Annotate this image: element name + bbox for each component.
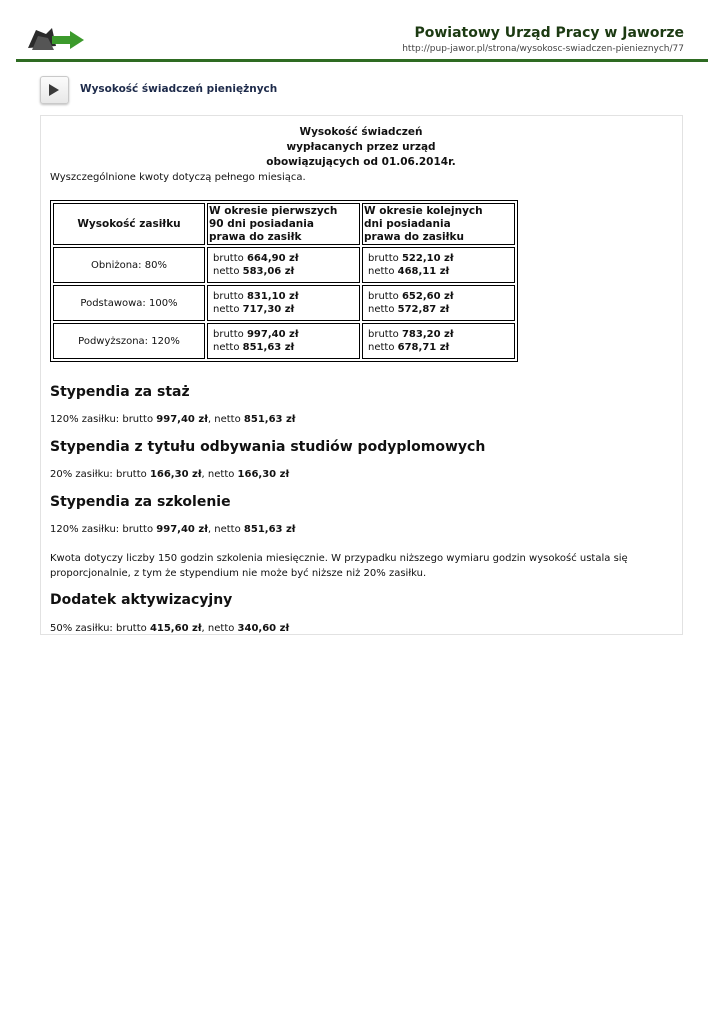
section-heading-postgraduate: Stypendia z tytułu odbywania studiów podyplomowych <box>50 439 486 455</box>
table-row <box>53 285 515 321</box>
table-row <box>53 323 515 359</box>
title-line-1: Wysokość świadczeń <box>299 126 423 138</box>
next-period-values: brutto 522,10 zł netto 468,11 zł <box>362 247 515 283</box>
row-label: Obniżona: 80% <box>53 247 205 283</box>
content-body <box>50 125 672 634</box>
header-first-period: W okresie pierwszych 90 dni posiadania prawa do zasiłk <box>207 203 360 245</box>
first-period-values: brutto 664,90 zł netto 583,06 zł <box>207 247 360 283</box>
postgraduate-amounts: 20% zasiłku: brutto 166,30 zł, netto 166,30 zł <box>50 469 290 480</box>
content-panel <box>40 115 683 635</box>
table-row <box>53 247 515 283</box>
play-arrow-icon <box>48 84 60 96</box>
first-period-values: brutto 997,40 zł netto 851,63 zł <box>207 323 360 359</box>
header-amount: Wysokość zasiłku <box>53 203 205 245</box>
first-period-values: brutto 831,10 zł netto 717,30 zł <box>207 285 360 321</box>
breadcrumb-label: Wysokość świadczeń pieniężnych <box>80 83 278 95</box>
table-header-row <box>53 203 515 245</box>
arrow-button[interactable] <box>40 76 69 104</box>
benefits-table <box>50 200 518 362</box>
activation-amounts: 50% zasiłku: brutto 415,60 zł, netto 340,60 zł <box>50 623 290 634</box>
next-period-values: brutto 783,20 zł netto 678,71 zł <box>362 323 515 359</box>
site-title: Powiatowy Urząd Pracy w Jaworze <box>414 25 684 41</box>
section-heading-training: Stypendia za szkolenie <box>50 494 231 510</box>
row-label: Podwyższona: 120% <box>53 323 205 359</box>
section-heading-activation: Dodatek aktywizacyjny <box>50 592 233 608</box>
page-url: http://pup-jawor.pl/strona/wysokosc-swiadczen-pienieznych/77 <box>402 44 684 54</box>
section-heading-internship: Stypendia za staż <box>50 384 190 400</box>
header-divider <box>16 59 708 62</box>
title-line-2: wypłacanych przez urząd <box>286 141 436 153</box>
document-title <box>50 125 672 170</box>
intro-text: Wyszczególnione kwoty dotyczą pełnego miesiąca. <box>50 172 306 183</box>
header-next-period: W okresie kolejnych dni posiadania prawa do zasiłku <box>362 203 515 245</box>
logo-icon <box>26 24 86 54</box>
next-period-values: brutto 652,60 zł netto 572,87 zł <box>362 285 515 321</box>
title-line-3: obowiązujących od 01.06.2014r. <box>266 156 456 168</box>
page-header <box>16 18 708 62</box>
training-note: Kwota dotyczy liczby 150 godzin szkolenia miesięcznie. W przypadku niższego wymiaru godzin wysokość ustala się proporcjonalnie, z tym że stypendium nie może być niższe niż 20% zasiłku. <box>50 553 628 579</box>
row-label: Podstawowa: 100% <box>53 285 205 321</box>
training-amounts: 120% zasiłku: brutto 997,40 zł, netto 851,63 zł <box>50 524 296 535</box>
internship-amounts: 120% zasiłku: brutto 997,40 zł, netto 851,63 zł <box>50 414 296 425</box>
